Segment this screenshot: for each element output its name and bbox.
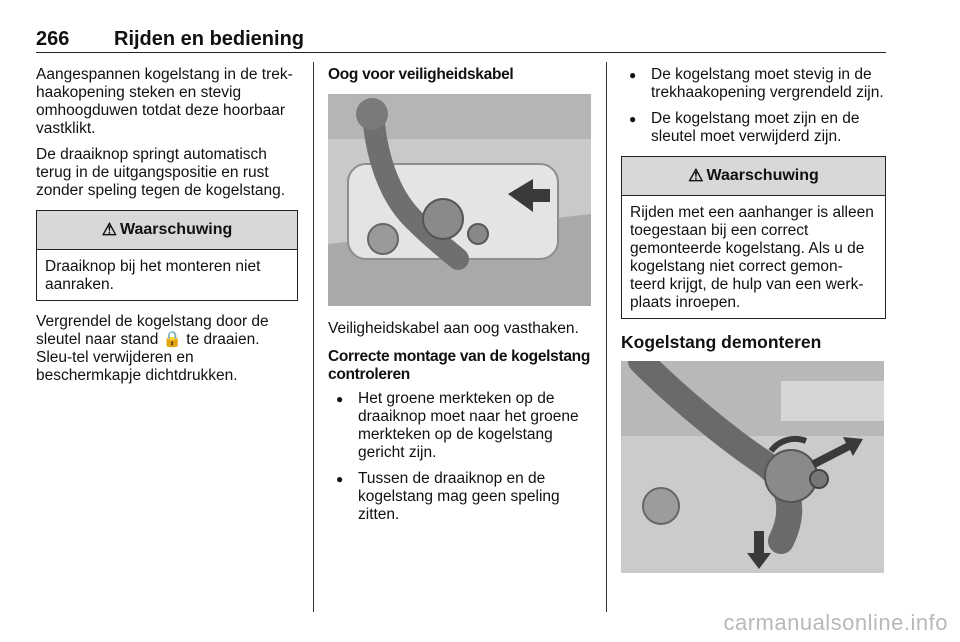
section-subheading: Correcte montage van de kogelstang controleren [328,348,590,383]
section-heading: Oog voor veiligheidskabel [328,66,514,83]
warning-box [621,156,886,319]
warning-box [36,210,298,301]
page-number: 266 [36,28,70,50]
warning-text: Draaiknop bij het monteren niet aanraken. [45,258,261,293]
check-list [328,390,592,524]
safety-cable-eye-illustration [328,94,591,306]
warning-triangle-icon: ⚠ [688,166,704,185]
warning-text: Rijden met een aanhanger is alleen toegestaan bij een correct gemonteerde kogelstang. Als u de kogelstang niet correct gemon-teerd krijgt, de hulp van een werk-plaats inroepen. [630,204,874,311]
paragraph: De draaiknop springt automatisch terug in de uitgangspositie en rust zonder speling tegen de kogelstang. [36,146,286,199]
column-divider [606,62,607,612]
paragraph: Aangespannen kogelstang in de trek-haakopening steken en stevig omhoogduwen totdat deze hoorbaar vastklikt. [36,66,293,137]
list-item: ● Tussen de draaiknop en de kogelstang mag geen speling zitten. [328,470,592,524]
middle-column [328,66,592,532]
list-item: ● De kogelstang moet stevig in de trekhaakopening vergrendeld zijn. [621,66,886,102]
section-heading: Kogelstang demonteren [621,332,822,352]
tow-bar-removal-illustration [621,361,884,573]
right-column [621,66,886,587]
page-header [36,28,886,53]
check-list [621,66,886,146]
warning-triangle-icon: ⚠ [101,220,117,239]
chapter-title: Rijden en bediening [114,28,305,50]
warning-title: Waarschuwing [706,167,819,184]
column-divider [313,62,314,612]
warning-header [37,211,297,250]
warning-title: Waarschuwing [119,221,233,238]
left-column [36,66,298,393]
list-item: ● Het groene merkteken op de draaiknop moet naar het groene merkteken op de kogelstang gericht zijn. [328,390,592,462]
list-item: ● De kogelstang moet zijn en de sleutel moet verwijderd zijn. [621,110,886,146]
paragraph: Vergrendel de kogelstang door de sleutel naar stand 🔒 te draaien. Sleu-tel verwijderen en beschermkapje dichtdrukken. [36,313,269,384]
watermark: carmanualsonline.info [723,610,948,635]
warning-header [622,157,885,196]
figure-caption: Veiligheidskabel aan oog vasthaken. [328,320,579,337]
